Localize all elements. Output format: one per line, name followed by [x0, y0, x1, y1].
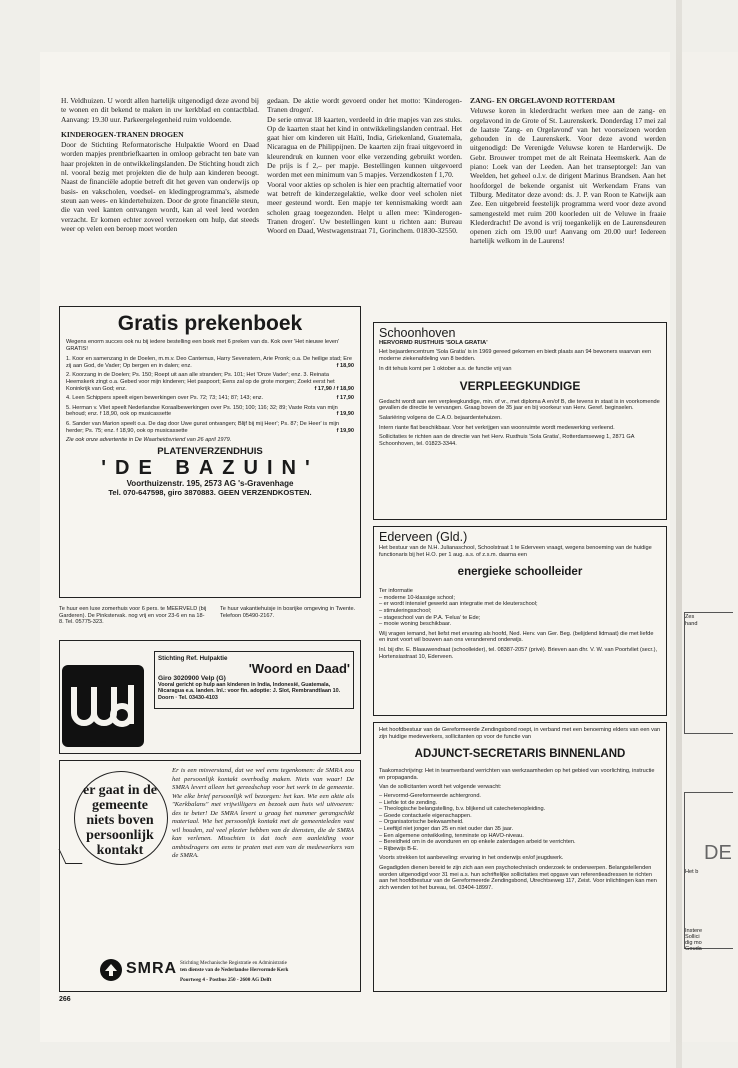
- list-item: – er wordt intensief gewerkt aan integratie met de kleuterschool;: [379, 601, 538, 608]
- article-text: Door de Stichting Reformatorische Hulpaktie Woord en Daad worden mapjes prentbriefkaarten in omloop gebracht ten bate van haar projekten in de ontwikkelingslanden. De Stichting houdt zich nl. vooral bezig met projekten die de hulp aan kinderen beoogt. Naast de financiële adoptie betreft dit het geven van onderwijs op basis- en vakscholen, voedsel- en kledingprogramma's, alsmede steun aan wees- en kindertehuizen. Door de grote financiële steun, die van veel kanten ontvangen wordt, kan al veel leed worden verzacht. Er komen echter zoveel verzoeken om hulp, dat steeds weer op velen een beroep moet worden: [61, 140, 259, 233]
- ad-text: Gegadigden dienen bereid te zijn zich aan een psychotechnisch onderzoek te onderwerpen. Belangstellenden worden uitgenodigd voor 31 mei a.s. hun schriftelijke sollicitaties met opgave van referentieadressen te richten aan het hoofdbestuur van de Gereformeerde Zendingsbond, Utrechtseweg 117, Zeist. Voor inlichtingen kan men zich wenden tot het bureau, tel. 03404-18997.: [379, 864, 657, 891]
- smra-logo: SMRA: [126, 960, 178, 977]
- list-item: – stageschool van de P.A. 'Felua' te Ede;: [379, 614, 481, 621]
- ad-subtitle: Wegens enorm succes ook nu bij iedere bestelling een boek met 6 preken van ds. Kok over 'Het nieuwe leven' GRATIS!: [66, 339, 340, 352]
- ad-text: In dit tehuis komt per 1 oktober a.s. de functie vrij van: [379, 366, 512, 373]
- smra-footer: ten dienste van de Nederlandse Hervormde Kerk: [180, 967, 289, 973]
- article-kinderogen: [61, 96, 259, 233]
- facing-page-edge: [682, 52, 738, 1042]
- ad-text: Taakomschrijving: Het in teamverband verrichten van werkzaamheden op het gebied van voorlichting, instructie en propaganda.: [379, 768, 655, 781]
- list-item: – Rijbewijs B-E.: [379, 845, 419, 852]
- ad-place: Ederveen (Gld.): [379, 530, 468, 544]
- smra-address: Poortweg 4 - Postbus 250 - 2600 AG Delft: [180, 977, 272, 983]
- job-title: ADJUNCT-SECRETARIS BINNENLAND: [414, 748, 626, 761]
- edge-text: Zes: [685, 614, 695, 620]
- requirements-list: [379, 793, 661, 852]
- ad-subtitle: HERVORMD RUSTHUIS 'SOLA GRATIA': [379, 340, 488, 346]
- list-item: – Theologische belangstelling, b.v. blijkend uit catechetenopleiding.: [379, 806, 546, 813]
- record-item: 6. Sander van Marion speelt o.a. De dag door Uwe gunst ontvangen; Blijf bij mij Heer'; Ps. 87; De Heer' is mijn herder; Ps. 75; enz. f 18,90, ook op musicassette f 19,90: [66, 420, 354, 434]
- edge-text: Het b: [685, 869, 699, 875]
- list-item: – Liefde tot de zending.: [379, 799, 438, 806]
- wd-giro: Giro 3020900 Velp (G): [158, 675, 226, 682]
- smra-logo-icon: [100, 959, 122, 981]
- job-title: VERPLEEGKUNDIGE: [459, 378, 581, 393]
- classified-vakantiehuisje: Te huur vakantiehuisje in bosrijke omgeving in Twente. Telefoon 05490-2167.: [220, 606, 356, 619]
- ad-text: Het hoofdbestuur van de Gereformeerde Zendingsbond roept, in verband met een benoeming elders van een van zijn huidige medewerkers, sollicitanten op voor de functie van: [379, 727, 661, 740]
- shop-phone: Tel. 070-647598, giro 3870883. GEEN VERZENDKOSTEN.: [108, 487, 312, 497]
- ad-title: Gratis prekenboek: [117, 312, 303, 335]
- ad-note: Zie ook onze advertentie in De Waarheidsvriend van 26 april 1979.: [66, 437, 232, 444]
- edge-text: DE: [704, 842, 732, 864]
- article-text: gedaan. De aktie wordt gevoerd onder het motto: 'Kinderogen-Tranen drogen'.: [267, 96, 462, 115]
- edge-text: hand: [685, 621, 698, 627]
- job-title: energieke schoolleider: [457, 566, 583, 579]
- edge-text: Instere: [685, 928, 703, 934]
- record-item: 2. Koorzang in de Doelen; Ps. 150; Roept uit aan alle stranden; Ps. 101; Het 'Onze Vader'; enz. 3. Reinata Heemskerk zingt o.a. Gebed voor mijn kinderen; Het paspoort; Eens zal op de grote morgen; Zoekt eerst het Koninkrijk van God; enz. f 17,90 / f 18,90: [66, 372, 354, 392]
- ad-text: Intern riante flat beschikbaar. Voor het verkrijgen van woonruimte wordt medewerking verleend.: [379, 424, 615, 431]
- article-text: Veluwse koren in klederdracht werken mee aan de zang- en orgelavond in de Grote of St. Laurenskerk. Donderdag 17 mei zal de laatste 'Zang- en Orgelavond' van het voorseizoen worden gehouden in de Laurenskerk. Voor deze avond werden uitgenodigd: De Verenigde Veluwse koren te Harderwijk. De Gebr. Brouwer trompet met de alt Reinata Heemskerk. Aan de piano: Loek van der Leeden. Aan het transeptorgel: Jan van Weelden, het geheel o.l.v. de dirigent Marinus Brandsen. Aan het hoofdorgel de bekende organist uit Werkendam Frans van Tilburg. Meditator deze avond: ds. J. P. van Roon te Katwijk aan Zee. Een uitgebreid feestelijk programma werd voor deze avond samengesteld met ruim 200 koorleden uit de Veluwe in fraaie Klederdracht! De avond is vrij toegankelijk en de Laurensdeuren openen zich om 19.00 uur! Aanvang om 20.00 uur! Iedereen hartelijk welkom in de Laurens!: [470, 106, 666, 246]
- record-item: 1. Koor en samenzang in de Doelen, m.m.v. Deo Cantemus, Harry Sevenstern, Arie Pronk; o.a. De heilige stad; Ere zij aan God, de Vader; Op bergen en in dalen; enz. f 18,90: [66, 356, 354, 369]
- ad-place: Schoonhoven: [379, 326, 456, 340]
- info-list: [379, 595, 661, 628]
- edge-text: Gouda: [685, 946, 702, 952]
- ad-text: Inl. bij dhr. E. Blaauwendraat (schoolleider), tel. 08387-2057 (privé). Brieven aan dhr. V. W. van Poortvliet (secr.), Hortensiastraat 10, Ederveen.: [379, 646, 658, 660]
- article-text: Vooral voor akties op scholen is hier een prachtig alternatief voor wat betreft de kinderzegelaktie, welke door veel scholen niet meer gesteund wordt. Een mapje ter kennismaking wordt aan scholen graag toegezonden. Helpt u allen mee: 'Kinderogen-Tranen drogen'. Uw bestellingen kunt u richten aan: Bureau Woord en Daad, Westwagenstraat 71, Gorinchem. 01830-32550.: [267, 179, 462, 236]
- wd-logo: [62, 665, 144, 747]
- ad-ederveen: [373, 526, 667, 716]
- smra-text: Er is een misverstand, dat we wel eens tegenkomen: de SMRA zou het persoonlijk kontakt overbodig maken. Niets van waar! De SMRA levert alleen het gereedschap voor het werk in de gemeente. Wie elke brief persoonlijk wil bezorgen: het kan. Wie een aktie als "Kerkbalans" met vrijwilligers en bezoek aan huis wil uitvoeren: des te beter! De SMRA levert u graag het nummer gerangschikt materiaal. Wie het persoonlijk kontakt met de gemeenteleden vast wil houden, zal veel plezier hebben van de diensten, die de SMRA kan verlenen. Misschien is dat toch een aanleiding voor ambtsdragers om eens te praten met een van de medewerkers van de SMRA.: [172, 767, 354, 859]
- list-item: – Organisatorische bekwaamheid.: [379, 819, 464, 826]
- wd-desc: Vooral gericht op hulp aan kinderen in India, Indonesië, Guatemala, Nicaragua e.a. landen. Inl.: voor fin. adoptie: J. Slot, Rembrandtlaan 10. Doorn · Tel. 03430-4103: [158, 682, 341, 701]
- ad-text: Wij vragen iemand, het liefst met ervaring als hoofd, Ned. Herv. van Ger. Beg. (belijdend lidmaat) die met liefde en inzet voort wil bouwen aan ons veranderend onderwijs.: [379, 630, 654, 644]
- article-text: H. Veldhuizen. U wordt allen hartelijk uitgenodigd deze avond bij te wonen en dit bekend te maken in uw kerkblad en contactblad. Aanvang: 19.30 uur. Parkeergelegenheid ruim voldoende.: [61, 96, 259, 124]
- list-item: – Hervormd-Gereformeerde achtergrond.: [379, 792, 481, 799]
- wd-name: 'Woord en Daad': [248, 661, 350, 676]
- article-text: De serie omvat 18 kaarten, verdeeld in drie mapjes van zes stuks. Op de kaarten staat het kind in ontwikkelingslanden centraal. Het gaat hier om kinderen uit Haïti, India, Griekenland, Guatemala, Nicaragua en de Philippijnen. De kaarten zijn fraai uitgevoerd in kleurendruk en kunnen voor elke verzending gebruikt worden. De prijs is f 2,– per mapje. Bestellingen kunnen uitgevoerd worden met een minimum van 5 mapjes. Verzendkosten f 1,70.: [267, 114, 462, 180]
- list-item: – moderne 10-klassige school;: [379, 594, 455, 601]
- ad-text: Voorts strekken tot aanbeveling: ervaring in het onderwijs en/of jeugdwerk.: [379, 855, 564, 862]
- list-item: – Een algemene ontwikkeling, tenminste op HAVO-niveau.: [379, 832, 524, 839]
- ad-schoonhoven: [373, 322, 667, 520]
- ad-text: Ter informatie: [379, 588, 413, 595]
- ad-text: Sollicitaties te richten aan de directie van het Herv. Rusthuis 'Sola Gratia', Rotterdamseweg 1, 2871 GA Schoonhoven, tel. 01823-3344.: [379, 434, 635, 447]
- shop-address: Voorthuizenstr. 195, 2573 AG 's-Gravenhage: [126, 478, 294, 488]
- smra-footer: Stichting Mechanische Registratie en Administratie: [180, 960, 287, 966]
- bubble-text: er gaat in de gemeente niets boven persoonlijk kontakt: [82, 783, 157, 858]
- list-item: – Bereidheid om in de avonduren en op enkele zaterdagen arbeid te verrichten.: [379, 839, 576, 846]
- list-item: – Leeftijd niet jonger dan 25 en niet ouder dan 35 jaar.: [379, 825, 514, 832]
- list-item: – stimuleringsschool;: [379, 607, 432, 614]
- ad-text: Salariëring volgens de C.A.O. bejaardentehuizen.: [379, 414, 502, 421]
- edge-text: Sollici: [685, 934, 700, 940]
- edge-text: dig mo: [685, 940, 702, 946]
- list-item: – mooie woning beschikbaar.: [379, 621, 452, 628]
- ad-adjunct-secretaris: [373, 722, 667, 992]
- classified-zomerhuis: Te huur een luxe zomerhuis voor 6 pers. te MEERVELD (bij Garderen). De Pinkstervak. nog vrij en voor 23-6 en na 18-8. Tel. 05775-323.: [59, 606, 207, 626]
- wd-info: [154, 651, 354, 709]
- logo-text: wd: [100, 739, 106, 744]
- ad-prekenboek: [59, 306, 361, 598]
- shop-name: 'DE BAZUIN': [101, 456, 319, 479]
- ad-text: Gedacht wordt aan een verpleegkundige, min. of vr., met diploma A en/of B, die tevens in staat is in voorkomende gevallen de directie te vervangen. Graag boven de 35 jaar en bij voorkeur van Herv. Geref. beginselen.: [379, 398, 660, 412]
- ad-text: Het bestuur van de N.H. Julianaschool, Schoolstraat 1 te Ederveen vraagt, wegens benoeming van de huidige functionaris bij het H.O. per 1 aug. a.s. of z.s.m. daarna een: [379, 545, 652, 558]
- list-item: – Goede contactuele eigenschappen.: [379, 812, 472, 819]
- ad-text: Van de sollicitanten wordt het volgende verwacht:: [379, 784, 502, 791]
- ad-text: Het bejaardencentrum 'Sola Gratia' is in 1969 gereed gekomen en biedt plaats aan 94 bewoners waarvan een moderne ziekenafdeling van 8 bedden.: [379, 349, 652, 362]
- record-item: 4. Leen Schippers speelt eigen bewerkingen over Ps. 72; 73; 141; 87; 143; enz. f 17,90: [66, 395, 354, 402]
- article-zang-orgelavond: [470, 96, 666, 246]
- wd-logo-icon: [62, 665, 144, 747]
- article-heading: KINDEROGEN-TRANEN DROGEN: [61, 129, 184, 139]
- record-list: [66, 356, 354, 434]
- record-item: 5. Herman v. Vliet speelt Nederlandse Koraalbewerkingen over Ps. 150; 100; 116; 32; 89; Vaste Rots van mijn behoud; enz. f 18,90, ook op musicassette f 19,90: [66, 404, 354, 418]
- ad-woord-en-daad: [59, 640, 361, 754]
- shop-label: PLATENVERZENDHUIS: [157, 445, 263, 457]
- article-heading: ZANG- EN ORGELAVOND ROTTERDAM: [470, 96, 616, 105]
- article-kinderogen-cont: [267, 96, 462, 235]
- page-number: 266: [59, 996, 71, 1003]
- ad-smra: [59, 760, 361, 992]
- wd-org: Stichting Ref. Hulpaktie: [158, 655, 228, 662]
